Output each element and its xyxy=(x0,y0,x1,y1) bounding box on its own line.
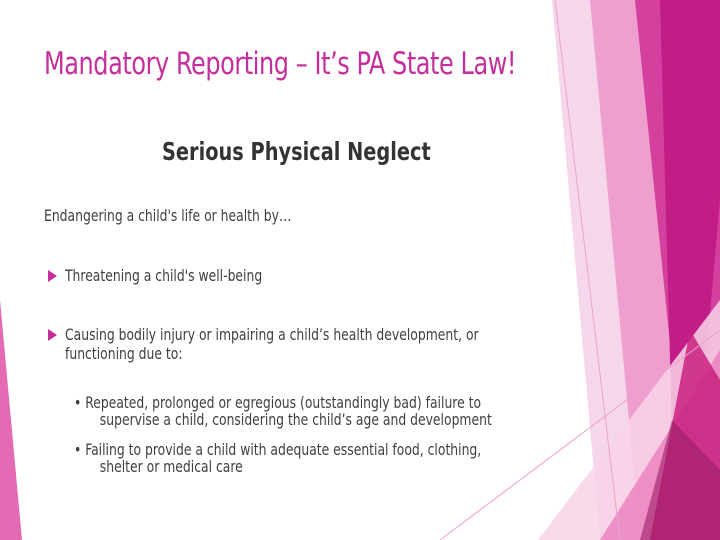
bullet-line: functioning due to: xyxy=(65,344,183,363)
slide-title: Mandatory Reporting – It’s PA State Law! xyxy=(44,46,517,82)
triangle-bullet-icon xyxy=(48,329,57,341)
triangle-bullet-icon xyxy=(48,270,57,282)
intro-text: Endangering a child's life or health by… xyxy=(44,206,292,225)
bullet-line: Threatening a child's well-being xyxy=(65,266,263,285)
sub-bullet-line: • Repeated, prolonged or egregious (outstandingly bad) failure to xyxy=(74,393,482,412)
sub-bullet-item-1 xyxy=(74,394,560,428)
sub-bullet-line: • Failing to provide a child with adequate essential food, clothing, xyxy=(74,440,482,459)
sub-bullet-line: shelter or medical care xyxy=(99,457,243,476)
bullet-text xyxy=(65,266,262,285)
slide-subtitle: Serious Physical Neglect xyxy=(162,137,431,166)
bullet-text xyxy=(65,325,479,363)
sub-bullet-item-2 xyxy=(74,441,548,475)
sub-bullet-line: supervise a child, considering the child’s age and development xyxy=(99,410,492,429)
bullet-line: Causing bodily injury or impairing a child’s health development, or xyxy=(65,325,479,344)
left-edge-shard xyxy=(0,300,22,540)
